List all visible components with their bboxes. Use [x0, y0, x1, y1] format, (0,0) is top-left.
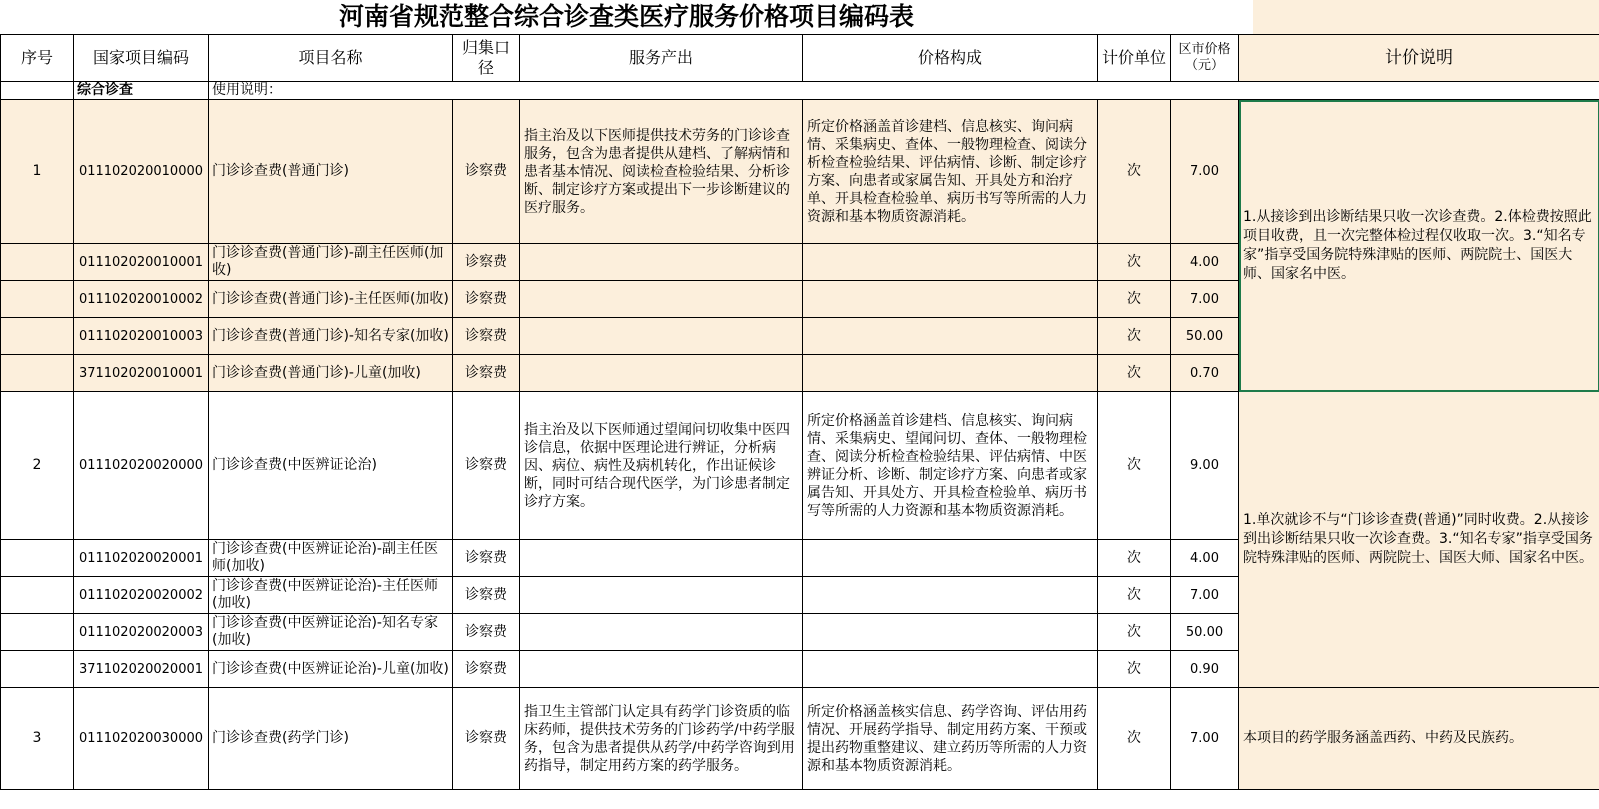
output-cell[interactable] — [520, 651, 803, 688]
output-cell[interactable] — [520, 244, 803, 281]
name-cell[interactable]: 门诊诊查费(药学门诊) — [209, 688, 453, 790]
composition-cell[interactable]: 所定价格涵盖首诊建档、信息核实、询问病情、采集病史、望闻问切、查体、一般物理检查、阅读分析检查检验结果、评估病情、中医辨证分析、诊断、制定诊疗方案、向患者或家属告知、开具处方、开具检查检验单、病历书写等所需的人力资源和基本物质资源消耗。 — [803, 392, 1098, 540]
composition-cell[interactable] — [803, 651, 1098, 688]
composition-cell[interactable] — [803, 318, 1098, 355]
code-cell[interactable]: 011102020020001 — [74, 540, 209, 577]
price-cell[interactable]: 7.00 — [1171, 281, 1239, 318]
seq-cell[interactable] — [1, 355, 74, 392]
code-cell[interactable]: 011102020010002 — [74, 281, 209, 318]
table-row — [1, 392, 1599, 540]
composition-cell[interactable] — [803, 577, 1098, 614]
price-cell[interactable]: 7.00 — [1171, 577, 1239, 614]
code-cell[interactable]: 011102020010000 — [74, 100, 209, 244]
name-cell[interactable]: 门诊诊查费(普通门诊) — [209, 100, 453, 244]
seq-cell[interactable] — [1, 281, 74, 318]
page-title: 河南省规范整合综合诊查类医疗服务价格项目编码表 — [338, 2, 914, 31]
price-cell[interactable]: 4.00 — [1171, 540, 1239, 577]
price-cell[interactable]: 0.90 — [1171, 651, 1239, 688]
composition-cell[interactable]: 所定价格涵盖核实信息、药学咨询、评估用药情况、开展药学指导、制定用药方案、干预或提出药物重整建议、建立药历等所需的人力资源和基本物质资源消耗。 — [803, 688, 1098, 790]
price-cell[interactable]: 7.00 — [1171, 688, 1239, 790]
name-cell[interactable]: 门诊诊查费(中医辨证论治) — [209, 392, 453, 540]
unit-cell[interactable]: 次 — [1098, 688, 1171, 790]
unit-cell[interactable]: 次 — [1098, 100, 1171, 244]
composition-cell[interactable] — [803, 540, 1098, 577]
composition-cell[interactable] — [803, 614, 1098, 651]
code-cell[interactable]: 371102020020001 — [74, 651, 209, 688]
header-composition[interactable]: 价格构成 — [803, 35, 1098, 82]
title-side-fill — [1253, 0, 1599, 34]
table-row — [1, 100, 1599, 244]
seq-cell[interactable]: 3 — [1, 688, 74, 790]
output-cell[interactable] — [520, 577, 803, 614]
unit-cell[interactable]: 次 — [1098, 244, 1171, 281]
output-cell[interactable]: 指卫生主管部门认定具有药学门诊资质的临床药师，提供技术劳务的门诊药学/中药学服务，包含为患者提供从药学/中药学咨询到用药指导，制定用药方案的药学服务。 — [520, 688, 803, 790]
seq-cell[interactable]: 2 — [1, 392, 74, 540]
header-category[interactable]: 归集口径 — [453, 35, 520, 82]
unit-cell[interactable]: 次 — [1098, 540, 1171, 577]
section-seq-cell[interactable] — [1, 82, 74, 100]
category-cell[interactable]: 诊察费 — [453, 577, 520, 614]
header-name[interactable]: 项目名称 — [209, 35, 453, 82]
unit-cell[interactable]: 次 — [1098, 281, 1171, 318]
section-usage[interactable]: 使用说明： — [209, 82, 1599, 100]
table-row — [1, 688, 1599, 790]
category-cell[interactable]: 诊察费 — [453, 651, 520, 688]
unit-cell[interactable]: 次 — [1098, 577, 1171, 614]
note-cell[interactable]: 1.单次就诊不与“门诊诊查费(普通)”同时收费。2.从接诊到出诊断结果只收一次诊查费。3.“知名专家”指享受国务院特殊津贴的医师、两院院士、国医大师、国家名中医。 — [1239, 392, 1599, 688]
header-output[interactable]: 服务产出 — [520, 35, 803, 82]
name-cell[interactable]: 门诊诊查费(中医辨证论治)-知名专家(加收) — [209, 614, 453, 651]
code-cell[interactable]: 371102020010001 — [74, 355, 209, 392]
category-cell[interactable]: 诊察费 — [453, 100, 520, 244]
header-unit[interactable]: 计价单位 — [1098, 35, 1171, 82]
header-code[interactable]: 国家项目编码 — [74, 35, 209, 82]
code-cell[interactable]: 011102020020002 — [74, 577, 209, 614]
header-note[interactable]: 计价说明 — [1239, 35, 1599, 82]
name-cell[interactable]: 门诊诊查费(普通门诊)-主任医师(加收) — [209, 281, 453, 318]
unit-cell[interactable]: 次 — [1098, 318, 1171, 355]
category-cell[interactable]: 诊察费 — [453, 614, 520, 651]
category-cell[interactable]: 诊察费 — [453, 540, 520, 577]
note-cell[interactable]: 1.从接诊到出诊断结果只收一次诊查费。2.体检费按照此项目收费，且一次完整体检过程仅收取一次。3.“知名专家”指享受国务院特殊津贴的医师、两院院士、国医大师、国家名中医。 — [1239, 100, 1599, 392]
seq-cell[interactable] — [1, 540, 74, 577]
seq-cell[interactable] — [1, 651, 74, 688]
name-cell[interactable]: 门诊诊查费(普通门诊)-知名专家(加收) — [209, 318, 453, 355]
price-cell[interactable]: 7.00 — [1171, 100, 1239, 244]
unit-cell[interactable]: 次 — [1098, 651, 1171, 688]
code-cell[interactable]: 011102020020000 — [74, 392, 209, 540]
note-cell[interactable]: 本项目的药学服务涵盖西药、中药及民族药。 — [1239, 688, 1599, 790]
composition-cell[interactable] — [803, 355, 1098, 392]
price-cell[interactable]: 9.00 — [1171, 392, 1239, 540]
output-cell[interactable]: 指主治及以下医师提供技术劳务的门诊诊查服务，包含为患者提供从建档、了解病情和患者基本情况、阅读检查检验结果、分析诊断、制定诊疗方案或提出下一步诊断建议的医疗服务。 — [520, 100, 803, 244]
category-cell[interactable]: 诊察费 — [453, 318, 520, 355]
name-cell[interactable]: 门诊诊查费(普通门诊)-儿童(加收) — [209, 355, 453, 392]
category-cell[interactable]: 诊察费 — [453, 688, 520, 790]
composition-cell[interactable] — [803, 244, 1098, 281]
section-name[interactable]: 综合诊查 — [74, 82, 209, 100]
seq-cell[interactable] — [1, 577, 74, 614]
name-cell[interactable]: 门诊诊查费(中医辨证论治)-儿童(加收) — [209, 651, 453, 688]
price-table — [0, 34, 1599, 790]
output-cell[interactable] — [520, 614, 803, 651]
code-cell[interactable]: 011102020010001 — [74, 244, 209, 281]
price-cell[interactable]: 0.70 — [1171, 355, 1239, 392]
section-row — [1, 82, 1599, 100]
code-cell[interactable]: 011102020030000 — [74, 688, 209, 790]
code-cell[interactable]: 011102020010003 — [74, 318, 209, 355]
name-cell[interactable]: 门诊诊查费(中医辨证论治)-主任医师(加收) — [209, 577, 453, 614]
composition-cell[interactable] — [803, 281, 1098, 318]
output-cell[interactable] — [520, 540, 803, 577]
code-cell[interactable]: 011102020020003 — [74, 614, 209, 651]
category-cell[interactable]: 诊察费 — [453, 392, 520, 540]
price-cell[interactable]: 50.00 — [1171, 614, 1239, 651]
seq-cell[interactable] — [1, 244, 74, 281]
unit-cell[interactable]: 次 — [1098, 392, 1171, 540]
name-cell[interactable]: 门诊诊查费(中医辨证论治)-副主任医师(加收) — [209, 540, 453, 577]
output-cell[interactable] — [520, 318, 803, 355]
header-seq[interactable]: 序号 — [1, 35, 74, 82]
category-cell[interactable]: 诊察费 — [453, 244, 520, 281]
category-cell[interactable]: 诊察费 — [453, 281, 520, 318]
output-cell[interactable] — [520, 355, 803, 392]
header-price[interactable]: 区市价格（元） — [1171, 35, 1239, 82]
seq-cell[interactable] — [1, 318, 74, 355]
unit-cell[interactable]: 次 — [1098, 614, 1171, 651]
price-cell[interactable]: 50.00 — [1171, 318, 1239, 355]
category-cell[interactable]: 诊察费 — [453, 355, 520, 392]
price-cell[interactable]: 4.00 — [1171, 244, 1239, 281]
unit-cell[interactable]: 次 — [1098, 355, 1171, 392]
seq-cell[interactable]: 1 — [1, 100, 74, 244]
seq-cell[interactable] — [1, 614, 74, 651]
output-cell[interactable] — [520, 281, 803, 318]
composition-cell[interactable]: 所定价格涵盖首诊建档、信息核实、询问病情、采集病史、查体、一般物理检查、阅读分析检查检验结果、评估病情、诊断、制定诊疗方案、向患者或家属告知、开具处方和治疗单、开具检查检验单、病历书写等所需的人力资源和基本物质资源消耗。 — [803, 100, 1098, 244]
output-cell[interactable]: 指主治及以下医师通过望闻问切收集中医四诊信息，依据中医理论进行辨证，分析病因、病位、病性及病机转化，作出证候诊断，同时可结合现代医学，为门诊患者制定诊疗方案。 — [520, 392, 803, 540]
name-cell[interactable]: 门诊诊查费(普通门诊)-副主任医师(加收) — [209, 244, 453, 281]
